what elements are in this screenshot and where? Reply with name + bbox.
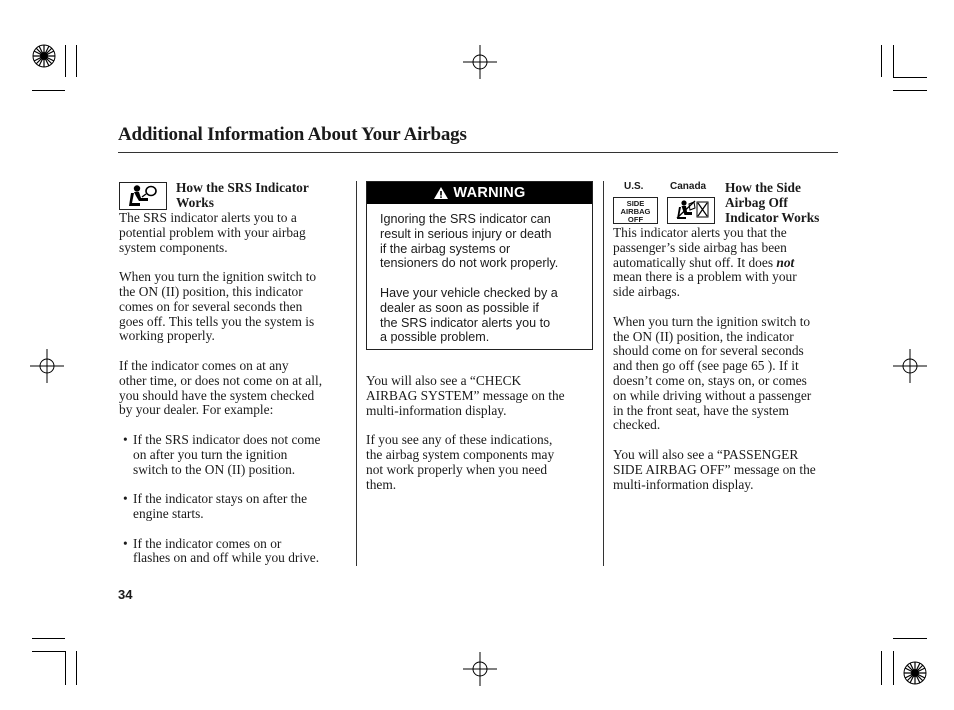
crosshair-left-middle	[30, 349, 64, 383]
warning-header	[367, 182, 592, 204]
side-airbag-paragraph-2: When you turn the ignition switch to the ON (II) position, the indicator should come on for several seconds and then go off (see page 65 ). If it doesn’t come on, stays on, or comes on while driving without a passenger in the front seat, have the system checked.	[613, 313, 812, 433]
emphasis-not: not	[776, 254, 795, 270]
registration-target-bottom-right	[901, 659, 929, 687]
column-divider-left	[356, 181, 357, 566]
crosshair-right-middle	[893, 349, 927, 383]
warning-box	[366, 181, 593, 350]
title-divider	[118, 152, 838, 153]
left-column-body	[119, 211, 355, 566]
srs-paragraph-1: The SRS indicator alerts you to a potential problem with your airbag system components.	[119, 210, 306, 255]
crosshair-bottom-center	[463, 652, 497, 686]
side-airbag-paragraph-3: You will also see a “PASSENGER SIDE AIRBAG OFF” message on the multi-information display.	[613, 446, 816, 492]
page-number: 34	[118, 587, 133, 602]
list-item: • If the indicator comes on or flashes on and off while you drive.	[123, 535, 320, 566]
us-side-airbag-off-indicator: SIDE AIRBAG OFF	[613, 197, 658, 224]
list-item: • If the indicator stays on after the engine starts.	[123, 491, 308, 521]
right-column-body	[613, 226, 845, 492]
side-airbag-heading: How the Side Airbag Off Indicator Works	[725, 180, 820, 225]
warning-text: Ignoring the SRS indicator can result in serious injury or death if the airbag systems or tensioners do not work properly. Have your vehicle checked by a dealer as soon as possible if the SRS indicator alerts you to a possible problem.	[380, 212, 559, 345]
crosshair-top-center	[463, 45, 497, 79]
check-airbag-paragraph: You will also see a “CHECK AIRBAG SYSTEM” message on the multi-information display.	[366, 373, 565, 418]
srs-airbag-indicator-icon	[120, 183, 166, 209]
side-airbag-off-symbol-icon	[668, 198, 714, 223]
label-us: U.S.	[624, 181, 644, 192]
warning-triangle-icon	[433, 186, 449, 200]
srs-indicator-icon-box	[119, 182, 167, 210]
registration-target-top-left	[30, 42, 58, 70]
label-canada: Canada	[670, 181, 707, 192]
canada-side-airbag-off-indicator	[667, 197, 715, 224]
srs-indicator-heading: How the SRS Indicator Works	[176, 180, 309, 210]
indications-paragraph: If you see any of these indications, the airbag system components may not work properly when you need them.	[366, 432, 555, 492]
srs-paragraph-3: If the indicator comes on at any other time, or does not come on at all, you should have the system checked by your dealer. For example:	[119, 357, 323, 418]
side-airbag-paragraph-1: This indicator alerts you that the passenger’s side airbag has been automatically shut off. It does not mean there is a problem with your side airbags.	[613, 225, 797, 300]
column-divider-right	[603, 181, 604, 566]
middle-column-body	[366, 374, 598, 492]
page-title: Additional Information About Your Airbags	[118, 124, 467, 145]
srs-paragraph-2: When you turn the ignition switch to the ON (II) position, this indicator comes on for several seconds then goes off. This tells you the system is working properly.	[119, 269, 317, 344]
warning-label: WARNING	[453, 185, 526, 201]
list-item: • If the SRS indicator does not come on after you turn the ignition switch to the ON (II) position.	[123, 431, 321, 477]
